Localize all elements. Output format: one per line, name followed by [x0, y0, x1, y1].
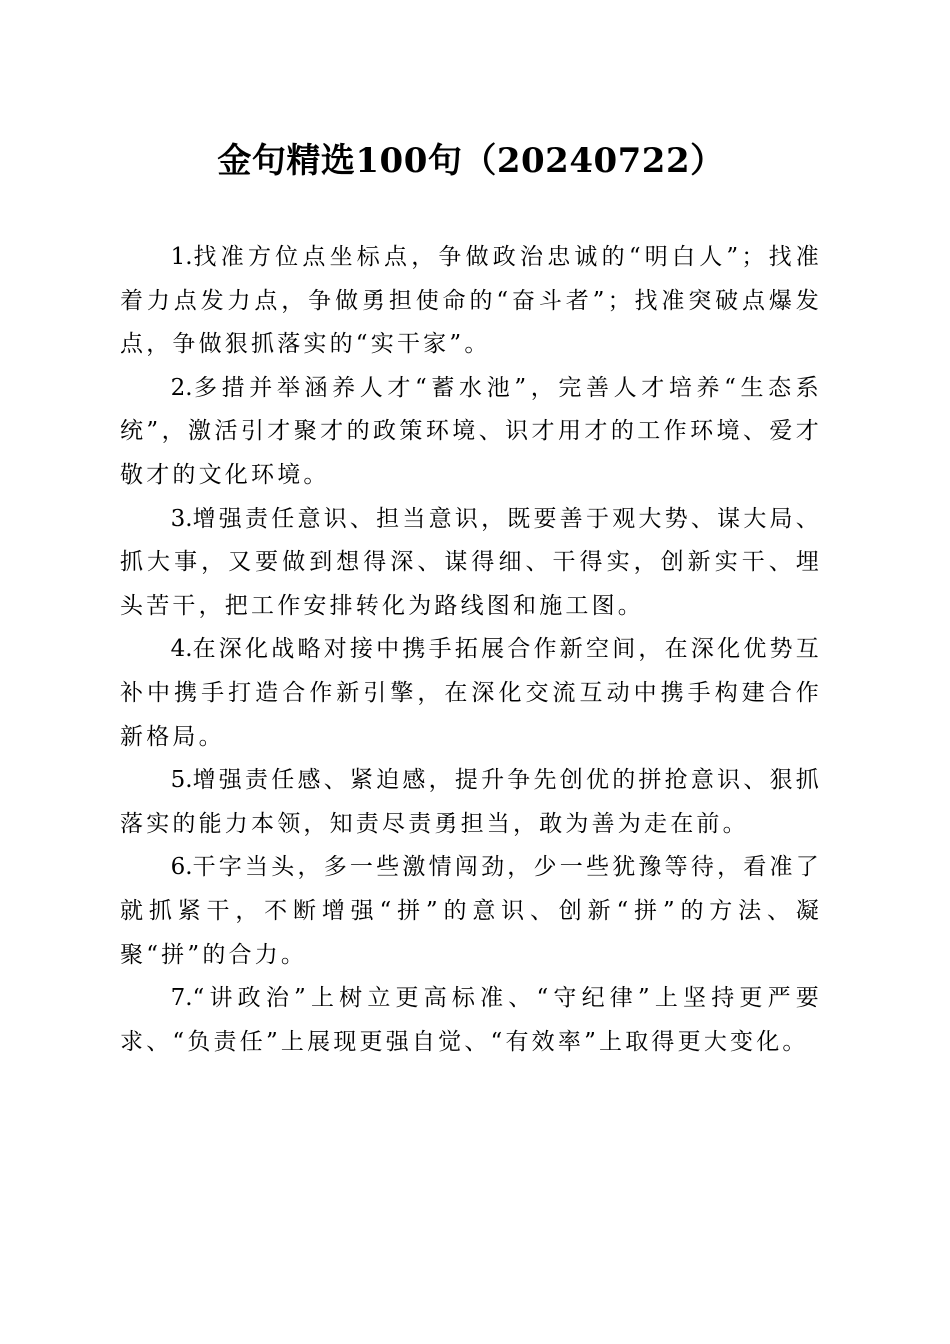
quote-number: 7. — [170, 985, 193, 1012]
quote-text: 增强责任意识、担当意识，既要善于观大势、谋大局、抓大事，又要做到想得深、谋得细、干得实，创新实干、埋头苦干，把工作安排转化为路线图和施工图。 — [120, 505, 822, 619]
quote-text: 在深化战略对接中携手拓展合作新空间，在深化优势互补中携手打造合作新引擎，在深化交流互动中携手构建合作新格局。 — [120, 636, 822, 750]
quote-number: 6. — [170, 854, 193, 881]
quote-list — [120, 236, 822, 1064]
quote-text: 增强责任感、紧迫感，提升争先创优的拼抢意识、狠抓落实的能力本领，知责尽责勇担当，敢为善为走在前。 — [120, 767, 822, 837]
quote-number: 1. — [170, 244, 193, 270]
quote-item-1 — [120, 236, 822, 367]
quote-text: 多措并举涵养人才“蓄水池”，完善人才培养“生态系统”，激活引才聚才的政策环境、识才用才的工作环境、爱才敬才的文化环境。 — [120, 374, 822, 488]
quote-text: 干字当头，多一些激情闯劲，少一些犹豫等待，看准了就抓紧干，不断增强“拼”的意识、创新“拼”的方法、凝聚“拼”的合力。 — [120, 854, 822, 968]
quote-number: 4. — [170, 636, 193, 663]
quote-item-2 — [120, 367, 822, 498]
quote-item-3 — [120, 498, 822, 629]
quote-text: “讲政治”上树立更高标准、“守纪律”上坚持更严要求、“负责任”上展现更强自觉、“有效率”上取得更大变化。 — [120, 985, 822, 1055]
quote-number: 2. — [170, 374, 193, 401]
quote-item-4 — [120, 628, 822, 759]
quote-number: 3. — [170, 505, 193, 532]
quote-item-5 — [120, 759, 822, 846]
quote-item-6 — [120, 846, 822, 977]
quote-text: 找准方位点坐标点，争做政治忠诚的“明白人”；找准着力点发力点，争做勇担使命的“奋斗者”；找准突破点爆发点，争做狠抓落实的“实干家”。 — [120, 244, 822, 358]
quote-item-7 — [120, 977, 822, 1064]
quote-number: 5. — [170, 767, 193, 794]
document-title: 金句精选100句（20240722） — [217, 141, 725, 181]
